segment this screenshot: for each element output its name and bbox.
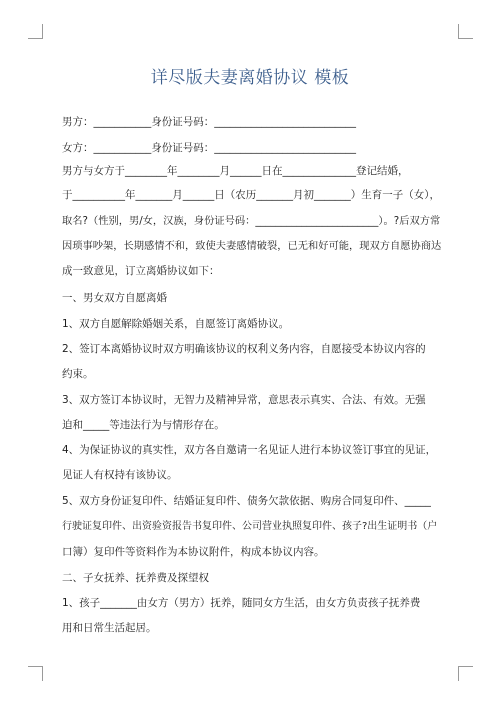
clause-line: 迫和_____等违法行为与情形存在。 (62, 419, 225, 431)
party-female-line: 女方：___________身份证号码：___________________________ (62, 142, 356, 154)
clause-line: 口簿）复印件等资料作为本协议附件，构成本协议内容。 (62, 546, 325, 558)
clause-line: 2、签订本离婚协议时双方明确该协议的权利义务内容，自愿接受本协议内容的 (62, 343, 426, 355)
party-male-line: 男方：___________身份证号码：___________________________ (62, 116, 356, 128)
paragraph-line: 取名?（性别，男/女，汉族，身份证号码：________________________）。?后双方常 (62, 215, 441, 227)
clause-line: 行驶证复印件、出资验资报告书复印件、公司营业执照复印件、孩子?出生证明书（户 (62, 521, 438, 532)
page-corner-mark (28, 666, 43, 681)
section-heading: 二、子女抚养、抚养费及探望权 (62, 572, 209, 584)
clause-line: 5、双方身份证复印件、结婚证复印件、债务欠款依据、购房合同复印件、_____ (62, 495, 431, 507)
clause-line: 4、为保证协议的真实性，双方各自邀请一名见证人进行本协议签订事宜的见证， (62, 444, 437, 456)
clause-line: 用和日常生活起居。 (62, 622, 157, 634)
clause-line: 3、双方签订本协议时，无智力及精神异常，意思表示真实、合法、有效。无强 (62, 394, 426, 406)
clause-line: 约束。 (62, 368, 94, 380)
page-corner-mark (458, 24, 473, 39)
page-corner-mark (458, 666, 473, 681)
clause-line: 1、双方自愿解除婚姻关系，自愿签订离婚协议。 (62, 318, 290, 330)
document-title: 详尽版夫妻离婚协议 模板 (150, 68, 350, 88)
paragraph-line: 因琐事吵架，长期感情不和，致使夫妻感情破裂，已无和好可能，现双方自愿协商达 (62, 240, 442, 252)
clause-line: 1、孩子_______由女方（男方）抚养，随同女方生活，由女方负责孩子抚养费 (62, 597, 421, 609)
page-corner-mark (28, 24, 43, 39)
paragraph-line: 成一致意见，订立离婚协议如下： (62, 265, 220, 277)
paragraph-line: 于__________年_______月______日（农历_______月初_______）生育一子（女）， (62, 189, 440, 201)
paragraph-line: 男方与女方于________年________月______日在______________登记结婚， (62, 165, 409, 177)
clause-line: 见证人有权持有该协议。 (62, 469, 178, 481)
section-heading: 一、男女双方自愿离婚 (62, 292, 167, 304)
